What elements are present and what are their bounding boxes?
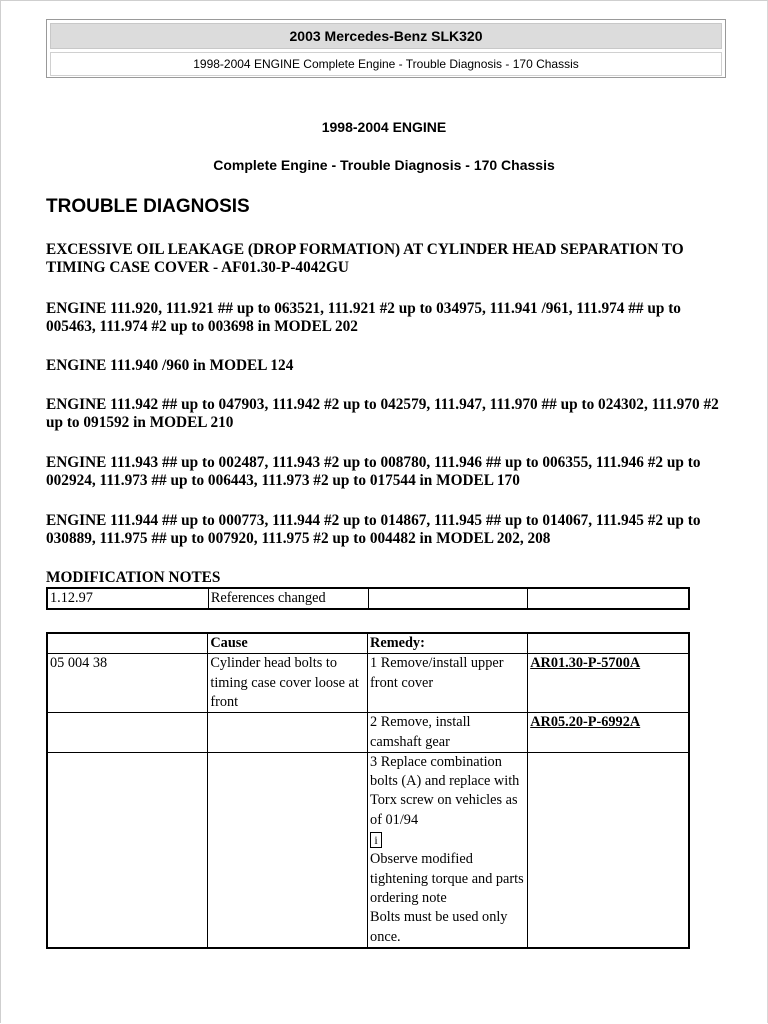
- empty-cell: [528, 752, 689, 947]
- paragraph-engine-model-210: ENGINE 111.942 ## up to 047903, 111.942 #2 up to 042579, 111.947, 111.970 ## up to 024302, 111.970 #2 up to 091592 in MODEL 210: [46, 396, 719, 431]
- mod-note-cell: References changed: [208, 588, 368, 609]
- table-header-row: [47, 633, 689, 654]
- paragraph-engine-model-202: ENGINE 111.920, 111.921 ## up to 063521, 111.921 #2 up to 034975, 111.941 /961, 111.974 ## up to 005463, 111.974 #2 up to 003698 in MODEL 202: [46, 300, 681, 335]
- reference-link-ar01-30[interactable]: AR01.30-P-5700A: [530, 655, 641, 672]
- header-cell-cause: Cause: [208, 633, 368, 654]
- paragraph-engine-model-170: ENGINE 111.943 ## up to 002487, 111.943 #2 up to 008780, 111.946 ## up to 006355, 111.946 #2 up to 002924, 111.973 ## up to 006443, 111.973 #2 up to 017544 in MODEL 170: [46, 454, 701, 489]
- reference-cell: [528, 654, 689, 713]
- cause-cell: Cylinder head bolts to timing case cover loose at front: [208, 654, 368, 713]
- remedy-note-bolts: Bolts must be used only once.: [370, 909, 508, 945]
- heading-engine: 1998-2004 ENGINE: [321, 119, 447, 135]
- table-row: [47, 713, 689, 753]
- remedy-cell: [368, 752, 528, 947]
- header-cell-code: [47, 633, 208, 654]
- reference-link-ar05-20[interactable]: AR05.20-P-6992A: [530, 714, 641, 731]
- empty-cell: [47, 752, 208, 947]
- document-header: [46, 19, 726, 78]
- empty-cell: [208, 713, 368, 753]
- mod-date-cell: 1.12.97: [47, 588, 208, 609]
- heading-complete-engine: Complete Engine - Trouble Diagnosis - 170 Chassis: [213, 157, 555, 173]
- empty-cell: [528, 588, 689, 609]
- fault-code-cell: 05 004 38: [47, 654, 208, 713]
- paragraph-oil-leakage: EXCESSIVE OIL LEAKAGE (DROP FORMATION) AT CYLINDER HEAD SEPARATION TO TIMING CASE COVER - AF01.30-P-4042GU: [46, 241, 684, 276]
- empty-cell: [208, 752, 368, 947]
- modification-notes-title: MODIFICATION NOTES: [46, 569, 221, 586]
- paragraph-engine-model-202-208: ENGINE 111.944 ## up to 000773, 111.944 #2 up to 014867, 111.945 ## up to 014067, 111.945 #2 up to 030889, 111.975 ## up to 007920, 111.975 #2 up to 004482 in MODEL 202, 208: [46, 512, 701, 547]
- header-title: 2003 Mercedes-Benz SLK320: [50, 23, 722, 49]
- info-icon[interactable]: i: [370, 832, 382, 848]
- remedy-note-torque: Observe modified tightening torque and parts ordering note: [370, 851, 524, 906]
- paragraph-engine-model-124: ENGINE 111.940 /960 in MODEL 124: [46, 357, 294, 374]
- table-row: [47, 752, 689, 947]
- header-cell-reference: [528, 633, 689, 654]
- header-cell-remedy: Remedy:: [368, 633, 528, 654]
- section-title: TROUBLE DIAGNOSIS: [46, 196, 250, 217]
- empty-cell: [369, 588, 528, 609]
- header-subtitle: 1998-2004 ENGINE Complete Engine - Trouble Diagnosis - 170 Chassis: [50, 52, 722, 76]
- diagnosis-table: [46, 632, 690, 949]
- empty-cell: [47, 713, 208, 753]
- table-row: [47, 588, 689, 609]
- remedy-cell: 2 Remove, install camshaft gear: [368, 713, 528, 753]
- remedy-step-3: 3 Replace combination bolts (A) and replace with Torx screw on vehicles as of 01/94: [370, 753, 520, 828]
- reference-cell: [528, 713, 689, 753]
- modification-notes-table: [46, 587, 690, 610]
- table-row: [47, 654, 689, 713]
- remedy-cell: 1 Remove/install upper front cover: [368, 654, 528, 713]
